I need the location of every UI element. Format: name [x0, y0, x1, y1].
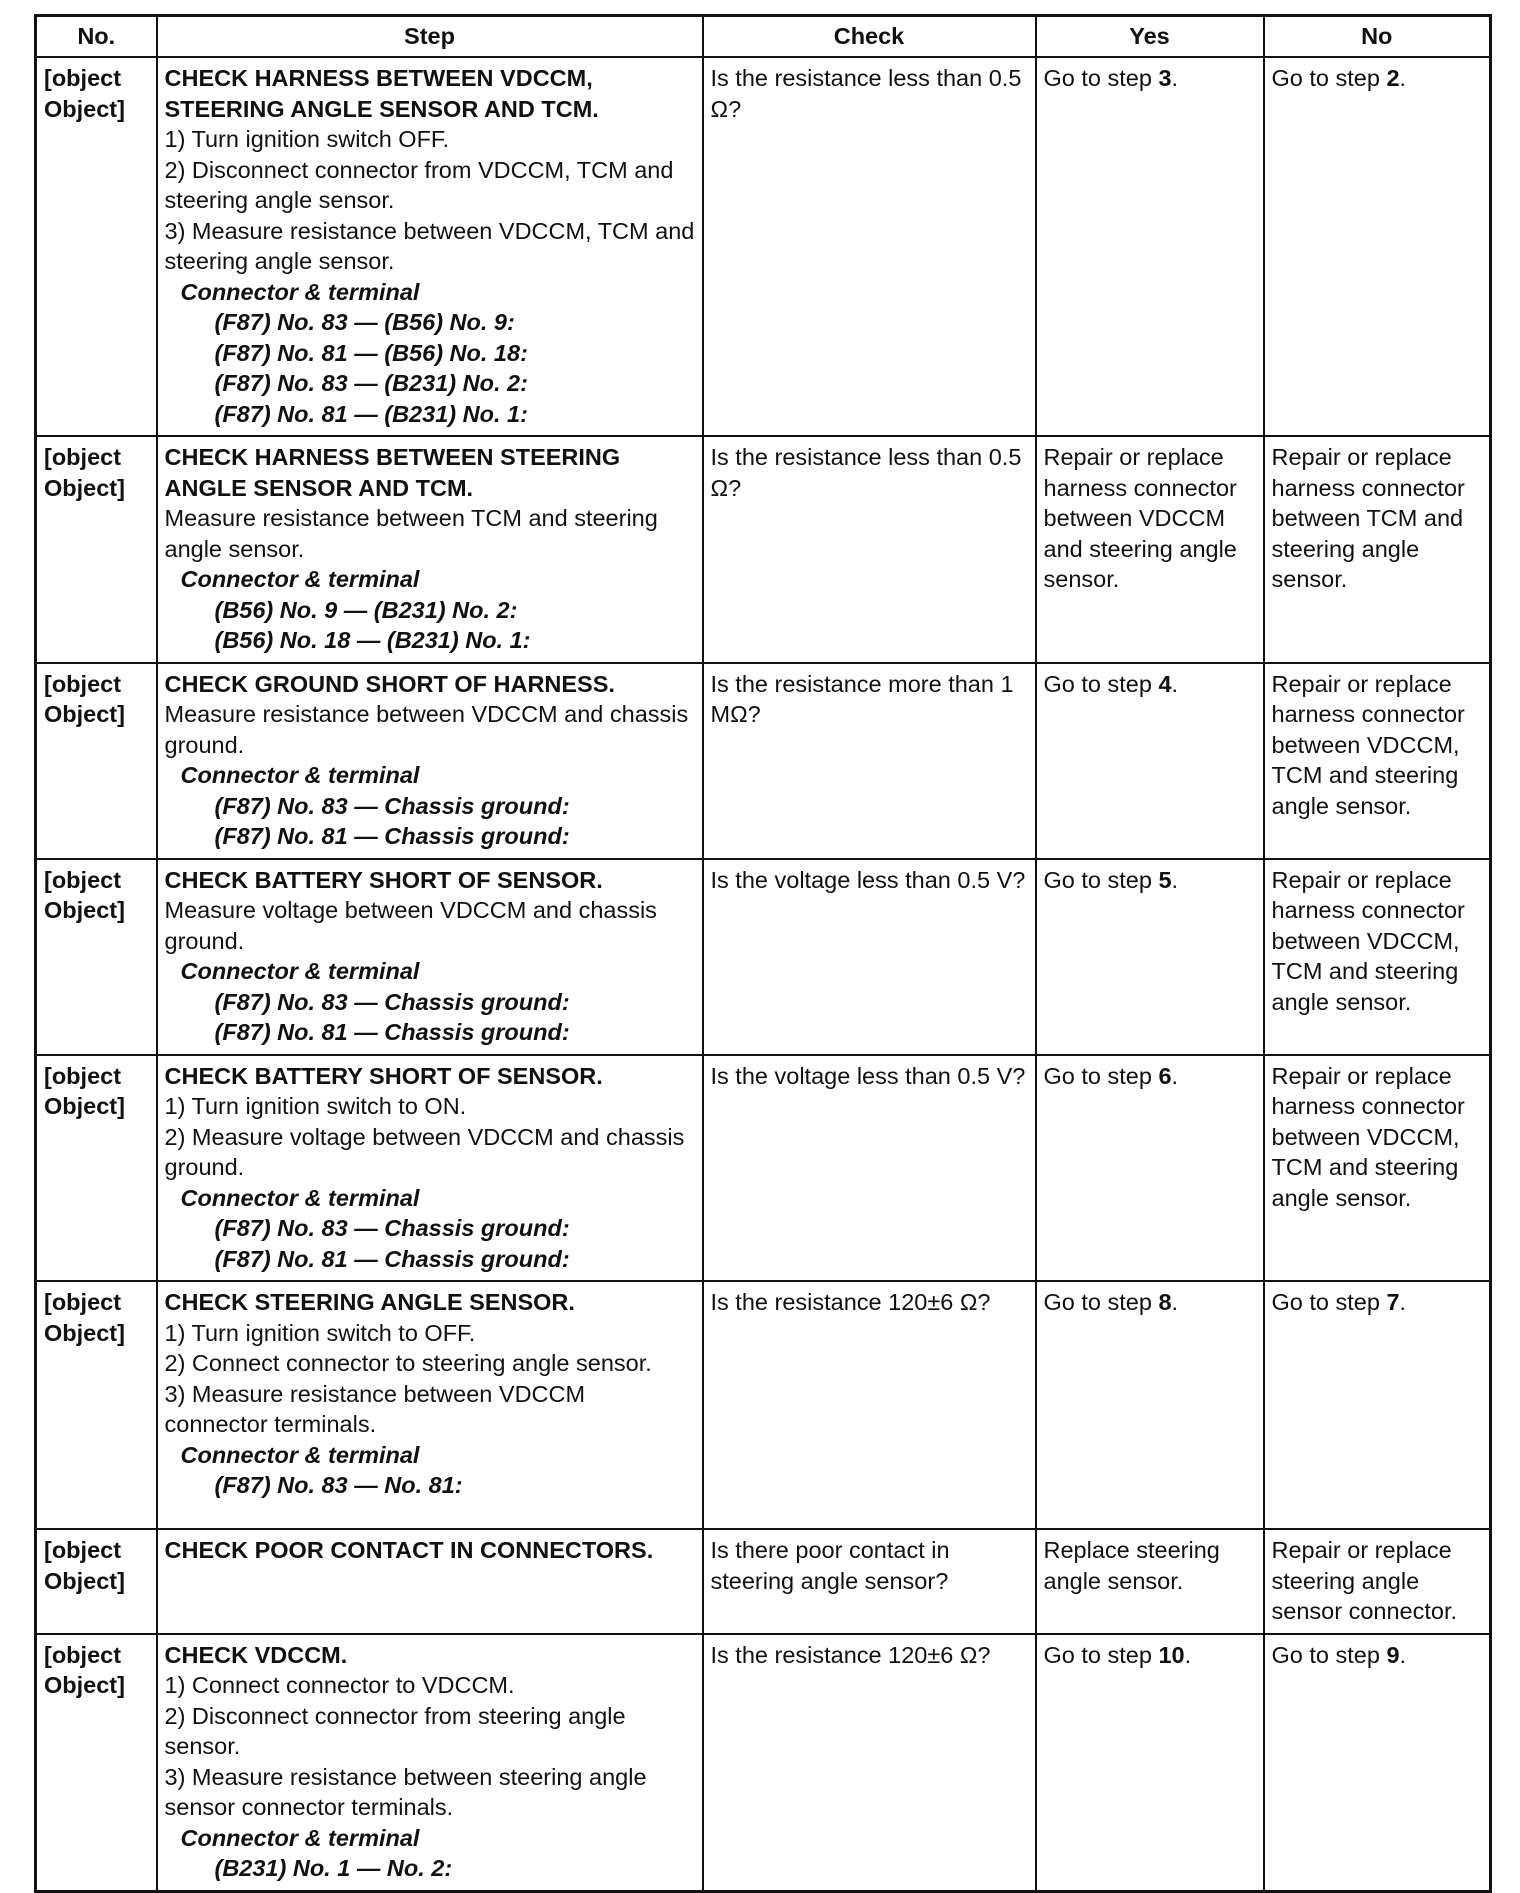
goto-prefix: Go to step — [1271, 1289, 1387, 1315]
header-no-result: No — [1264, 16, 1491, 58]
goto-step-number: 8 — [1158, 1289, 1172, 1315]
connector-terminal: (F87) No. 83 — Chassis ground: — [214, 988, 570, 1015]
yes-cell — [1036, 663, 1264, 859]
no-cell — [1264, 1055, 1491, 1282]
connector-terminal: (F87) No. 83 — (B56) No. 9: — [214, 309, 515, 335]
result-text: Replace steering angle sensor. — [1043, 1537, 1220, 1594]
table-row — [36, 436, 1491, 663]
connector-heading: Connector & terminal — [180, 566, 420, 592]
goto-prefix: Go to step — [1043, 1641, 1159, 1668]
result-text: Repair or replace harness connector between VDCCM and steering angle sensor. — [1043, 444, 1237, 592]
no-cell — [1264, 436, 1491, 663]
step-instruction: 2) Connect connector to steering angle sensor. — [164, 1350, 652, 1376]
step-instruction: 2) Disconnect connector from VDCCM, TCM and steering angle sensor. — [164, 156, 674, 213]
step-instruction: 3) Measure resistance between VDCCM, TCM and steering angle sensor. — [164, 217, 695, 274]
header-check: Check — [703, 16, 1036, 58]
step-title: CHECK BATTERY SHORT OF SENSOR. — [164, 1062, 603, 1089]
check-cell: Is there poor contact in steering angle sensor? — [703, 1529, 1036, 1634]
step-title: CHECK POOR CONTACT IN CONNECTORS. — [164, 1537, 654, 1563]
goto-step-number: 6 — [1158, 1062, 1172, 1089]
connector-terminal: (F87) No. 81 — (B56) No. 18: — [214, 339, 528, 366]
connector-terminal: (F87) No. 81 — (B231) No. 1: — [214, 400, 528, 427]
goto-suffix: . — [1184, 1641, 1192, 1668]
connector-terminal: (F87) No. 81 — Chassis ground: — [214, 1245, 570, 1272]
diagnostic-table — [34, 14, 1492, 1893]
goto-step-number: 7 — [1386, 1289, 1400, 1315]
goto-step-number: 9 — [1386, 1641, 1400, 1668]
connector-terminal: (F87) No. 83 — No. 81: — [214, 1472, 463, 1498]
step-title: CHECK BATTERY SHORT OF SENSOR. — [164, 866, 603, 893]
step-instruction: 1) Connect connector to VDCCM. — [164, 1672, 515, 1698]
step-cell — [157, 57, 703, 436]
goto-suffix: . — [1171, 670, 1179, 697]
step-title: CHECK HARNESS BETWEEN VDCCM, STEERING ANGLE SENSOR AND TCM. — [164, 65, 599, 122]
goto-step-number: 4 — [1158, 670, 1172, 697]
step-cell — [157, 663, 703, 859]
step-title: CHECK VDCCM. — [164, 1641, 348, 1668]
step-cell — [157, 1634, 703, 1892]
step-title: CHECK GROUND SHORT OF HARNESS. — [164, 670, 615, 697]
check-cell: Is the resistance 120±6 Ω? — [703, 1634, 1036, 1892]
check-cell: Is the resistance 120±6 Ω? — [703, 1281, 1036, 1529]
connector-heading: Connector & terminal — [180, 762, 420, 788]
step-cell — [157, 1529, 703, 1634]
step-cell — [157, 1055, 703, 1282]
result-text: Repair or replace harness connector between TCM and steering angle sensor. — [1271, 444, 1465, 592]
result-text: Repair or replace harness connector between VDCCM, TCM and steering angle sensor. — [1271, 1062, 1465, 1211]
check-cell: Is the resistance more than 1 MΩ? — [703, 663, 1036, 859]
step-instruction: 2) Measure voltage between VDCCM and chassis ground. — [164, 1123, 685, 1180]
connector-terminal: (F87) No. 81 — Chassis ground: — [214, 823, 570, 849]
result-text: Repair or replace harness connector between VDCCM, TCM and steering angle sensor. — [1271, 670, 1465, 819]
step-instruction: 1) Turn ignition switch to ON. — [164, 1093, 467, 1119]
step-number: [object Object] — [36, 436, 157, 663]
goto-step-number: 5 — [1158, 866, 1172, 893]
check-cell: Is the resistance less than 0.5 Ω? — [703, 57, 1036, 436]
table-row — [36, 1281, 1491, 1529]
connector-terminal: (F87) No. 83 — (B231) No. 2: — [214, 370, 528, 396]
step-instruction: Measure voltage between VDCCM and chassis ground. — [164, 897, 657, 954]
no-cell — [1264, 1634, 1491, 1892]
connector-terminal: (F87) No. 83 — Chassis ground: — [214, 1215, 570, 1241]
result-text: Repair or replace harness connector between VDCCM, TCM and steering angle sensor. — [1271, 866, 1465, 1015]
connector-terminal: (F87) No. 81 — Chassis ground: — [214, 1019, 570, 1045]
connector-terminal: (B231) No. 1 — No. 2: — [214, 1855, 453, 1881]
goto-prefix: Go to step — [1043, 866, 1159, 893]
step-number: [object Object] — [36, 859, 157, 1055]
goto-prefix: Go to step — [1043, 1062, 1159, 1089]
goto-suffix: . — [1399, 1641, 1407, 1668]
step-number: [object Object] — [36, 1529, 157, 1634]
goto-step-number: 3 — [1158, 65, 1172, 91]
step-cell — [157, 859, 703, 1055]
step-cell — [157, 436, 703, 663]
step-title: CHECK HARNESS BETWEEN STEERING ANGLE SENSOR AND TCM. — [164, 444, 621, 501]
yes-cell — [1036, 1529, 1264, 1634]
check-cell: Is the voltage less than 0.5 V? — [703, 859, 1036, 1055]
connector-terminal: (B56) No. 18 — (B231) No. 1: — [214, 627, 531, 653]
result-text: Repair or replace steering angle sensor connector. — [1271, 1537, 1457, 1624]
header-no: No. — [36, 16, 157, 58]
yes-cell — [1036, 1281, 1264, 1529]
check-cell: Is the voltage less than 0.5 V? — [703, 1055, 1036, 1282]
goto-step-number: 10 — [1158, 1641, 1185, 1668]
goto-step-number: 2 — [1386, 65, 1400, 91]
goto-prefix: Go to step — [1271, 65, 1387, 91]
yes-cell — [1036, 436, 1264, 663]
table-row — [36, 1529, 1491, 1634]
step-cell — [157, 1281, 703, 1529]
table-row — [36, 663, 1491, 859]
table-header-row — [36, 16, 1491, 58]
connector-heading: Connector & terminal — [180, 1824, 420, 1851]
goto-suffix: . — [1171, 1289, 1179, 1315]
check-cell: Is the resistance less than 0.5 Ω? — [703, 436, 1036, 663]
goto-suffix: . — [1171, 1062, 1179, 1089]
step-number: [object Object] — [36, 1055, 157, 1282]
no-cell — [1264, 1529, 1491, 1634]
step-instruction: 2) Disconnect connector from steering angle sensor. — [164, 1702, 626, 1759]
goto-prefix: Go to step — [1043, 65, 1159, 91]
step-title: CHECK STEERING ANGLE SENSOR. — [164, 1289, 575, 1315]
connector-heading: Connector & terminal — [180, 1441, 420, 1468]
goto-suffix: . — [1171, 65, 1179, 91]
yes-cell — [1036, 57, 1264, 436]
header-step: Step — [157, 16, 703, 58]
step-number: [object Object] — [36, 1634, 157, 1892]
step-number: [object Object] — [36, 663, 157, 859]
goto-suffix: . — [1171, 866, 1179, 893]
yes-cell — [1036, 1634, 1264, 1892]
connector-terminal: (B56) No. 9 — (B231) No. 2: — [214, 596, 518, 623]
table-row — [36, 1055, 1491, 1282]
table-row — [36, 1634, 1491, 1892]
no-cell — [1264, 663, 1491, 859]
step-instruction: 1) Turn ignition switch to OFF. — [164, 1319, 476, 1346]
yes-cell — [1036, 1055, 1264, 1282]
goto-suffix: . — [1399, 65, 1407, 91]
no-cell — [1264, 1281, 1491, 1529]
connector-heading: Connector & terminal — [180, 278, 420, 305]
no-cell — [1264, 57, 1491, 436]
connector-heading: Connector & terminal — [180, 1184, 420, 1211]
step-number: [object Object] — [36, 57, 157, 436]
step-instruction: 1) Turn ignition switch OFF. — [164, 126, 450, 152]
goto-prefix: Go to step — [1043, 1289, 1159, 1315]
step-instruction: 3) Measure resistance between VDCCM connector terminals. — [164, 1380, 586, 1437]
step-instruction: Measure resistance between TCM and steering angle sensor. — [164, 505, 658, 562]
goto-suffix: . — [1399, 1289, 1407, 1315]
yes-cell — [1036, 859, 1264, 1055]
connector-heading: Connector & terminal — [180, 958, 420, 984]
step-instruction: Measure resistance between VDCCM and chassis ground. — [164, 701, 689, 758]
goto-prefix: Go to step — [1043, 670, 1159, 697]
step-number: [object Object] — [36, 1281, 157, 1529]
no-cell — [1264, 859, 1491, 1055]
table-row — [36, 859, 1491, 1055]
goto-prefix: Go to step — [1271, 1641, 1387, 1668]
table-row — [36, 57, 1491, 436]
step-instruction: 3) Measure resistance between steering angle sensor connector terminals. — [164, 1763, 647, 1820]
header-yes: Yes — [1036, 16, 1264, 58]
connector-terminal: (F87) No. 83 — Chassis ground: — [214, 792, 570, 819]
